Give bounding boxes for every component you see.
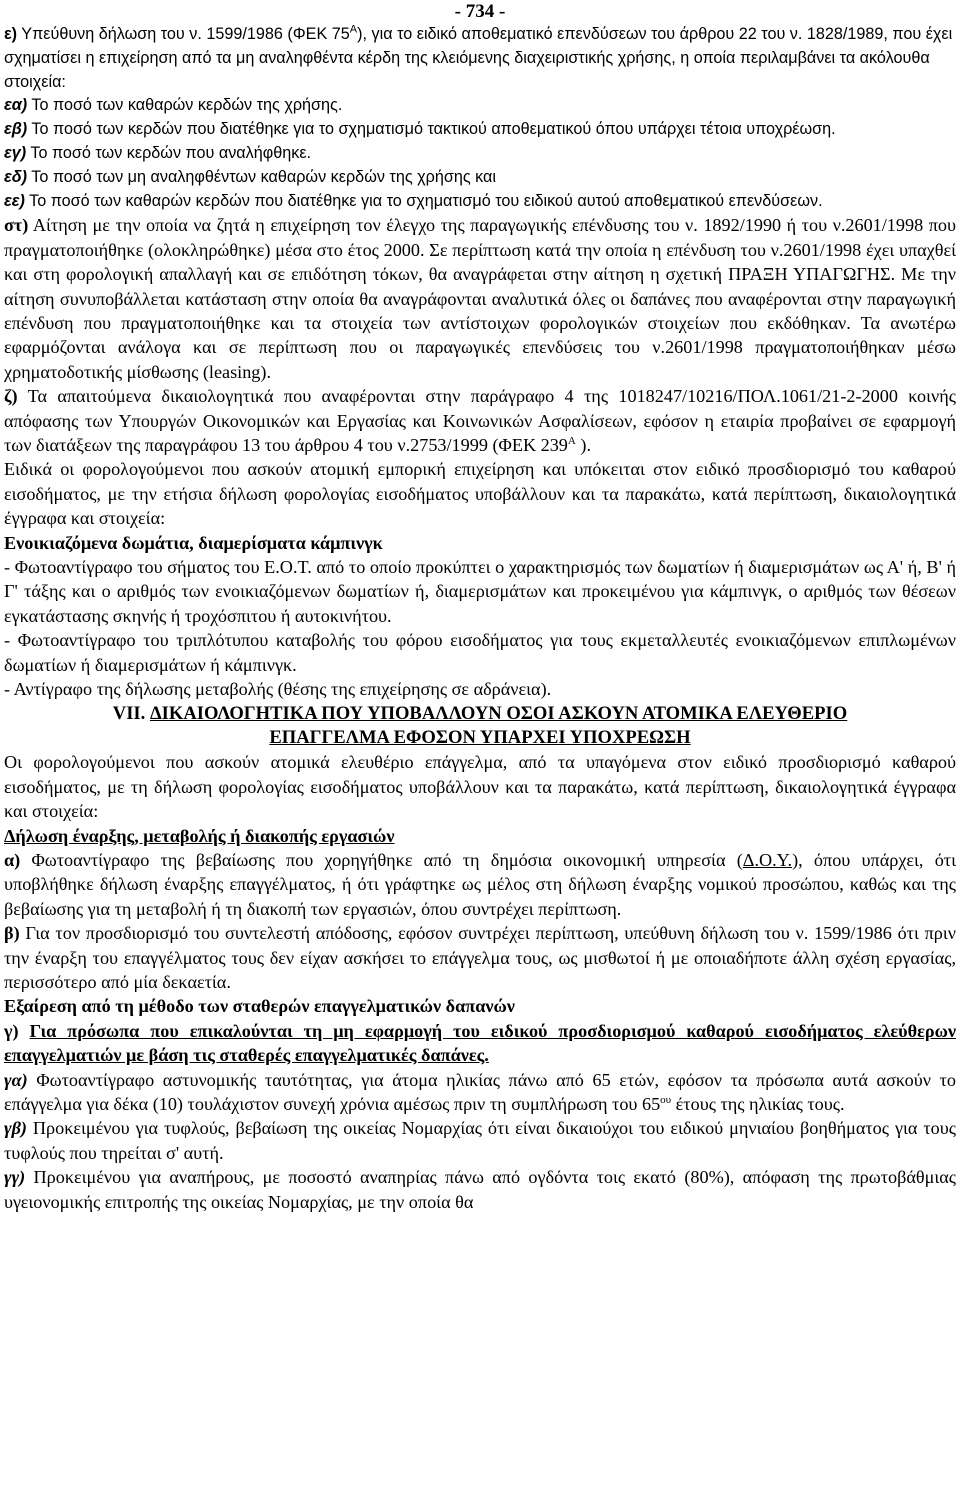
paragraph-e: ε) Υπεύθυνη δήλωση του ν. 1599/1986 (ΦΕΚ $75^A$), για το ειδικό αποθεματικό επενδύσεων του άρθρου 22 του ν. 1828/1989, που έχει σχηματίσει η επιχείρηση από τα μη αναληφθέντα κέρδη της κλειόμενης διαχειριστικής χρήσης, η οποία περιλαμβάνει τα ακόλουθα στοιχεία:	[4, 23, 953, 91]
section-intro: Οι φορολογούμενοι που ασκούν ατομικά ελευθέριο επάγγελμα, από τα υπαγόμενα στον ειδικό προσδιορισμό καθαρού εισοδήματος, με τη δήλωση φορολογίας εισοδήματος υποβάλλουν και τα παρακάτω, κατά περίπτωση, δικαιολογητικά έγγραφα και στοιχεία:	[4, 752, 956, 822]
item-gg: γγ) Προκειμένου για αναπήρους, με ποσοστό αναπηρίας πάνω από ογδόντα τοις εκατό (80%), απόφαση της πρωτοβάθμιας υγειονομικής επιτροπής της οικείας Νομαρχίας, με την οποία θα	[4, 1167, 956, 1212]
item-label: ε)	[4, 25, 18, 43]
declaration-heading: Δήλωση έναρξης, μεταβολής ή διακοπής εργασιών	[4, 825, 395, 846]
item-label: εγ)	[4, 143, 27, 162]
rooms-heading: Ενοικιαζόμενα δωμάτια, διαμερίσματα κάμπινγκ	[4, 532, 383, 553]
item-label: γ)	[4, 1020, 19, 1041]
item-label: εε)	[4, 191, 25, 210]
item-label: β)	[4, 923, 20, 944]
item-a: α) Φωτοαντίγραφο της βεβαίωσης που χορηγήθηκε από τη δημόσια οικονομική υπηρεσία (Δ.Ο.Υ.), όπου υπάρχει, ότι υποβλήθηκε δήλωση έναρξης επαγγέλματος, ή ότι γράφτηκε ως μέλος στη δήλωση έναρξης νομικού προσώπου, καθώς και της βεβαίωσης για τη μεταβολή ή τη διακοπή των εργασιών, όπου συντρέχει περίπτωση.	[4, 849, 956, 919]
item-eg: εγ) Το ποσό των κερδών που αναλήφθηκε.	[4, 143, 312, 162]
item-label: γβ)	[4, 1118, 27, 1139]
item-b: β) Για τον προσδιορισμό του συντελεστή απόδοσης, εφόσον συντρέχει περίπτωση, υπεύθυνη δήλωση του ν. 1599/1986 ότι πριν την έναρξη του επαγγέλματος τους δεν είχαν ασκήσει το επάγγελμα τους, ως μισθωτοί ή με οποιαδήποτε άλλη σχέση εργασίας, περισσότερο από μία δεκαετία.	[4, 923, 956, 992]
section-title-line-1: VII. ΔΙΚΑΙΟΛΟΓΗΤΙΚΑ ΠΟΥ ΥΠΟΒΑΛΛΟΥΝ ΟΣΟΙ ΑΣΚΟΥΝ ΑΤΟΜΙΚΑ ΕΛΕΥΘΕΡΙΟ	[112, 702, 848, 724]
doy-abbrev: Δ.Ο.Υ.	[742, 849, 793, 870]
exemption-heading: Εξαίρεση από τη μέθοδο των σταθερών επαγγελματικών δαπανών	[4, 996, 515, 1017]
item-label: γγ)	[4, 1167, 26, 1188]
item-z: ζ) Τα απαιτούμενα δικαιολογητικά που αναφέρονται στην παράγραφο 4 της 1018247/10216/ΠΟΛ.1061/21-2-2000 κοινής απόφασης των Υπουργών Οικονομικών και Εργασίας και Κοινωνικών Ασφαλίσεων, εφόσον η εταιρία προβαίνει σε εφαρμογή των διατάξεων της παραγράφου 13 του άρθρου 4 του ν.2753/1999 (ΦΕΚ $239^A$ ).	[4, 386, 956, 456]
item-ed: εδ) Το ποσό των μη αναληφθέντων καθαρών κερδών της χρήσης και	[4, 167, 496, 186]
item-ea: εα) Το ποσό των καθαρών κερδών της χρήσης.	[4, 96, 343, 115]
item-label: γα)	[4, 1069, 28, 1090]
rooms-item-1: - Φωτοαντίγραφο του σήματος του Ε.Ο.Τ. από το οποίο προκύπτει ο χαρακτηρισμός των δωματίων ή διαμερισμάτων ως Α' ή, Β' ή Γ' τάξης και ο αριθμός των ενοικιαζόμενων δωματίων ή, διαμερισμάτων και προκειμένου για κάμπινγκ, ο αριθμός των θέσεων εγκατάστασης σκηνής ή τροχόσπιτου ή αυτοκινήτου.	[4, 557, 956, 626]
item-label: εβ)	[4, 120, 28, 139]
section-title-line-2: ΕΠΑΓΓΕΛΜΑ ΕΦΟΣΟΝ ΥΠΑΡΧΕΙ ΥΠΟΧΡΕΩΣΗ	[269, 726, 691, 748]
item-st: στ) Αίτηση με την οποία να ζητά η επιχείρηση τον έλεγχο της παραγωγικής επένδυσης του ν. 1892/1990 ή του ν.2601/1998 που πραγματοποιήθηκε (ολοκληρώθηκε) μέσα στο έτος 2000. Σε περίπτωση κατά την οποία η επένδυση του ν.2601/1998 έχει υπαχθεί και στη φορολογική απαλλαγή και σε επιδότηση τόκων, θα αναγράφεται στην αίτηση η σχετική ΠΡΑΞΗ ΥΠΑΓΩΓΗΣ. Με την αίτηση συνυποβάλλεται κατάσταση στην οποία θα αναγράφονται αναλυτικά όλες οι δαπάνες που αναφέρονται στην παραγωγική επένδυση που πραγματοποιήθηκε και τα στοιχεία των αντίστοιχων φορολογικών στοιχείων που εκδόθηκαν. Τα ανωτέρω εφαρμόζονται ανάλογα και σε περίπτωση που οι παραγωγικές επενδύσεις του ν.2601/1998 πραγματοποιήθηκαν μέσω χρηματοδοτικής μίσθωσης (leasing).	[4, 215, 957, 382]
item-gb: γβ) Προκειμένου για τυφλούς, βεβαίωση της οικείας Νομαρχίας ότι είναι δικαιούχοι του ειδικού μηνιαίου βοηθήματος για τους τυφλούς που τηρείται σ' αυτή.	[4, 1118, 956, 1163]
item-g: γ) Για πρόσωπα που επικαλούνται τη μη εφαρμογή του ειδικού προσδιορισμού καθαρού εισοδήματος ελεύθερων επαγγελματιών με βάση τις σταθερές επαγγελματικές δαπάνες.	[4, 1020, 957, 1066]
praxi-ypagogis: ΠΡΑΞΗ ΥΠΑΓΩΓΗΣ	[728, 264, 891, 285]
item-eb: εβ) Το ποσό των κερδών που διατέθηκε για το σχηματισμό τακτικού αποθεματικού όπου υπάρχει τέτοια υποχρέωση.	[4, 120, 836, 139]
item-label: εδ)	[4, 167, 28, 186]
special-taxpayers-paragraph: Ειδικά οι φορολογούμενοι που ασκούν ατομική εμπορική επιχείρηση και υπόκειται στον ειδικό προσδιορισμό του καθαρού εισοδήματος, με την ετήσια δήλωση φορολογίας εισοδήματος υποβάλλουν και τα παρακάτω, κατά περίπτωση, δικαιολογητικά έγγραφα και στοιχεία:	[4, 459, 956, 529]
page-number: - 734 -	[454, 1, 506, 22]
item-label: εα)	[4, 96, 28, 115]
item-label: α)	[4, 849, 21, 870]
item-ga: γα) Φωτοαντίγραφο αστυνομικής ταυτότητας, για άτομα ηλικίας πάνω από 65 ετών, εφόσον τα πρόσωπα αυτά ασκούν το επάγγελμα για δέκα (10) τουλάχιστον συνεχή χρόνια αμέσως πριν τη συμπλήρωση του $65^{o\upsilon}$ έτους της ηλικίας τους.	[4, 1069, 956, 1114]
rooms-item-3: - Αντίγραφο της δήλωσης μεταβολής (θέσης της επιχείρησης σε αδράνεια).	[4, 679, 552, 700]
rooms-item-2: - Φωτοαντίγραφο του τριπλότυπου καταβολής του φόρου εισοδήματος για τους εκμεταλλευτές ενοικιαζόμενων επιπλωμένων δωματίων ή διαμερισμάτων ή κάμπινγκ.	[4, 630, 956, 675]
item-label: στ)	[4, 215, 29, 236]
item-label: ζ)	[4, 386, 18, 407]
item-ee: εε) Το ποσό των καθαρών κερδών που διατέθηκε για το σχηματισμό του ειδικού αυτού αποθεματικού επενδύσεων.	[4, 191, 823, 210]
